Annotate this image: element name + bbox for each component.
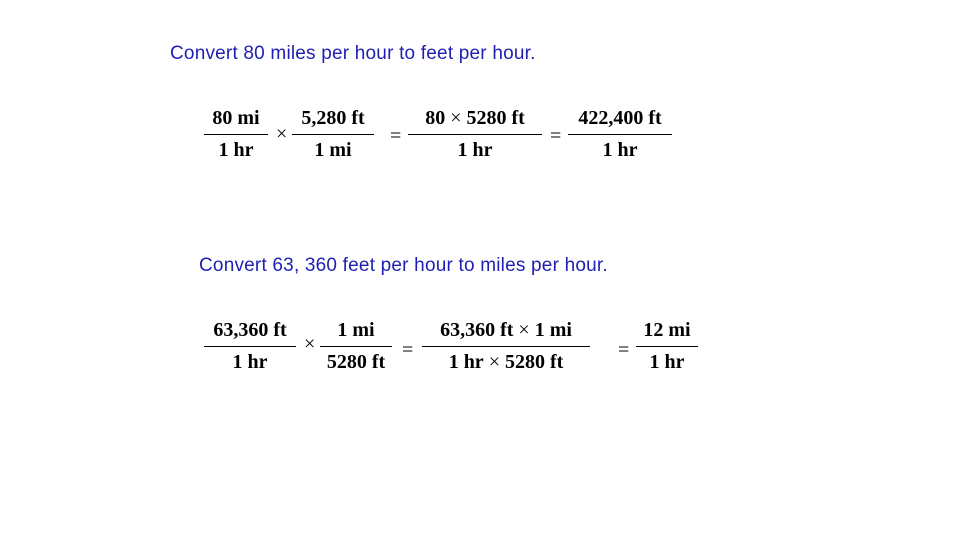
fraction-bar: [320, 346, 392, 347]
fraction-bar: [204, 134, 268, 135]
problem-1-equation: [200, 104, 680, 166]
fraction-conversion-factor: [320, 316, 392, 378]
numerator: 12 mi: [643, 319, 691, 341]
numerator-factor: 80: [425, 107, 446, 129]
times-operator: ×: [276, 123, 288, 145]
denominator: 1 hr: [649, 351, 685, 373]
denominator: 1 hr: [457, 139, 493, 161]
denominator: 5280 ft: [326, 351, 386, 373]
fraction-speed-ft-per-hr: [204, 316, 296, 378]
denominator: 1 hr: [232, 351, 268, 373]
numerator: [422, 319, 590, 342]
denominator-factor: 1 hr: [448, 351, 484, 373]
numerator-factor: 5280 ft: [466, 107, 525, 129]
times-operator: ×: [304, 333, 316, 355]
fraction-bar: [568, 134, 672, 135]
denominator-factor: 5280 ft: [504, 351, 564, 373]
numerator: [408, 107, 542, 130]
numerator: 63,360 ft: [213, 319, 287, 341]
denominator: 1 hr: [602, 139, 638, 161]
numerator: 5,280 ft: [301, 107, 365, 129]
problem-2-equation: [200, 316, 700, 378]
numerator-factor: 1 mi: [534, 319, 572, 341]
equals-operator: =: [618, 339, 630, 361]
denominator: 1 mi: [314, 139, 352, 161]
fraction-result: [636, 316, 698, 378]
fraction-product: [408, 104, 542, 166]
fraction-bar: [292, 134, 374, 135]
times-operator: ×: [518, 319, 530, 341]
fraction-speed-mph: [204, 104, 268, 166]
denominator: [422, 351, 590, 374]
equals-operator: =: [550, 125, 562, 147]
fraction-bar: [408, 134, 542, 135]
fraction-bar: [636, 346, 698, 347]
fraction-product: [422, 316, 590, 378]
numerator-factor: 63,360 ft: [440, 319, 514, 341]
numerator: 80 mi: [212, 107, 260, 129]
denominator: 1 hr: [218, 139, 254, 161]
fraction-conversion-factor: [292, 104, 374, 166]
fraction-bar: [422, 346, 590, 347]
times-operator: ×: [488, 351, 500, 373]
problem-1-heading: Convert 80 miles per hour to feet per hour.: [170, 43, 536, 64]
fraction-result: [568, 104, 672, 166]
problem-2-heading: Convert 63, 360 feet per hour to miles per hour.: [199, 255, 608, 276]
numerator: 422,400 ft: [578, 107, 662, 129]
times-operator: ×: [450, 107, 462, 129]
equals-operator: =: [402, 339, 414, 361]
numerator: 1 mi: [337, 319, 375, 341]
fraction-bar: [204, 346, 296, 347]
equals-operator: =: [390, 125, 402, 147]
